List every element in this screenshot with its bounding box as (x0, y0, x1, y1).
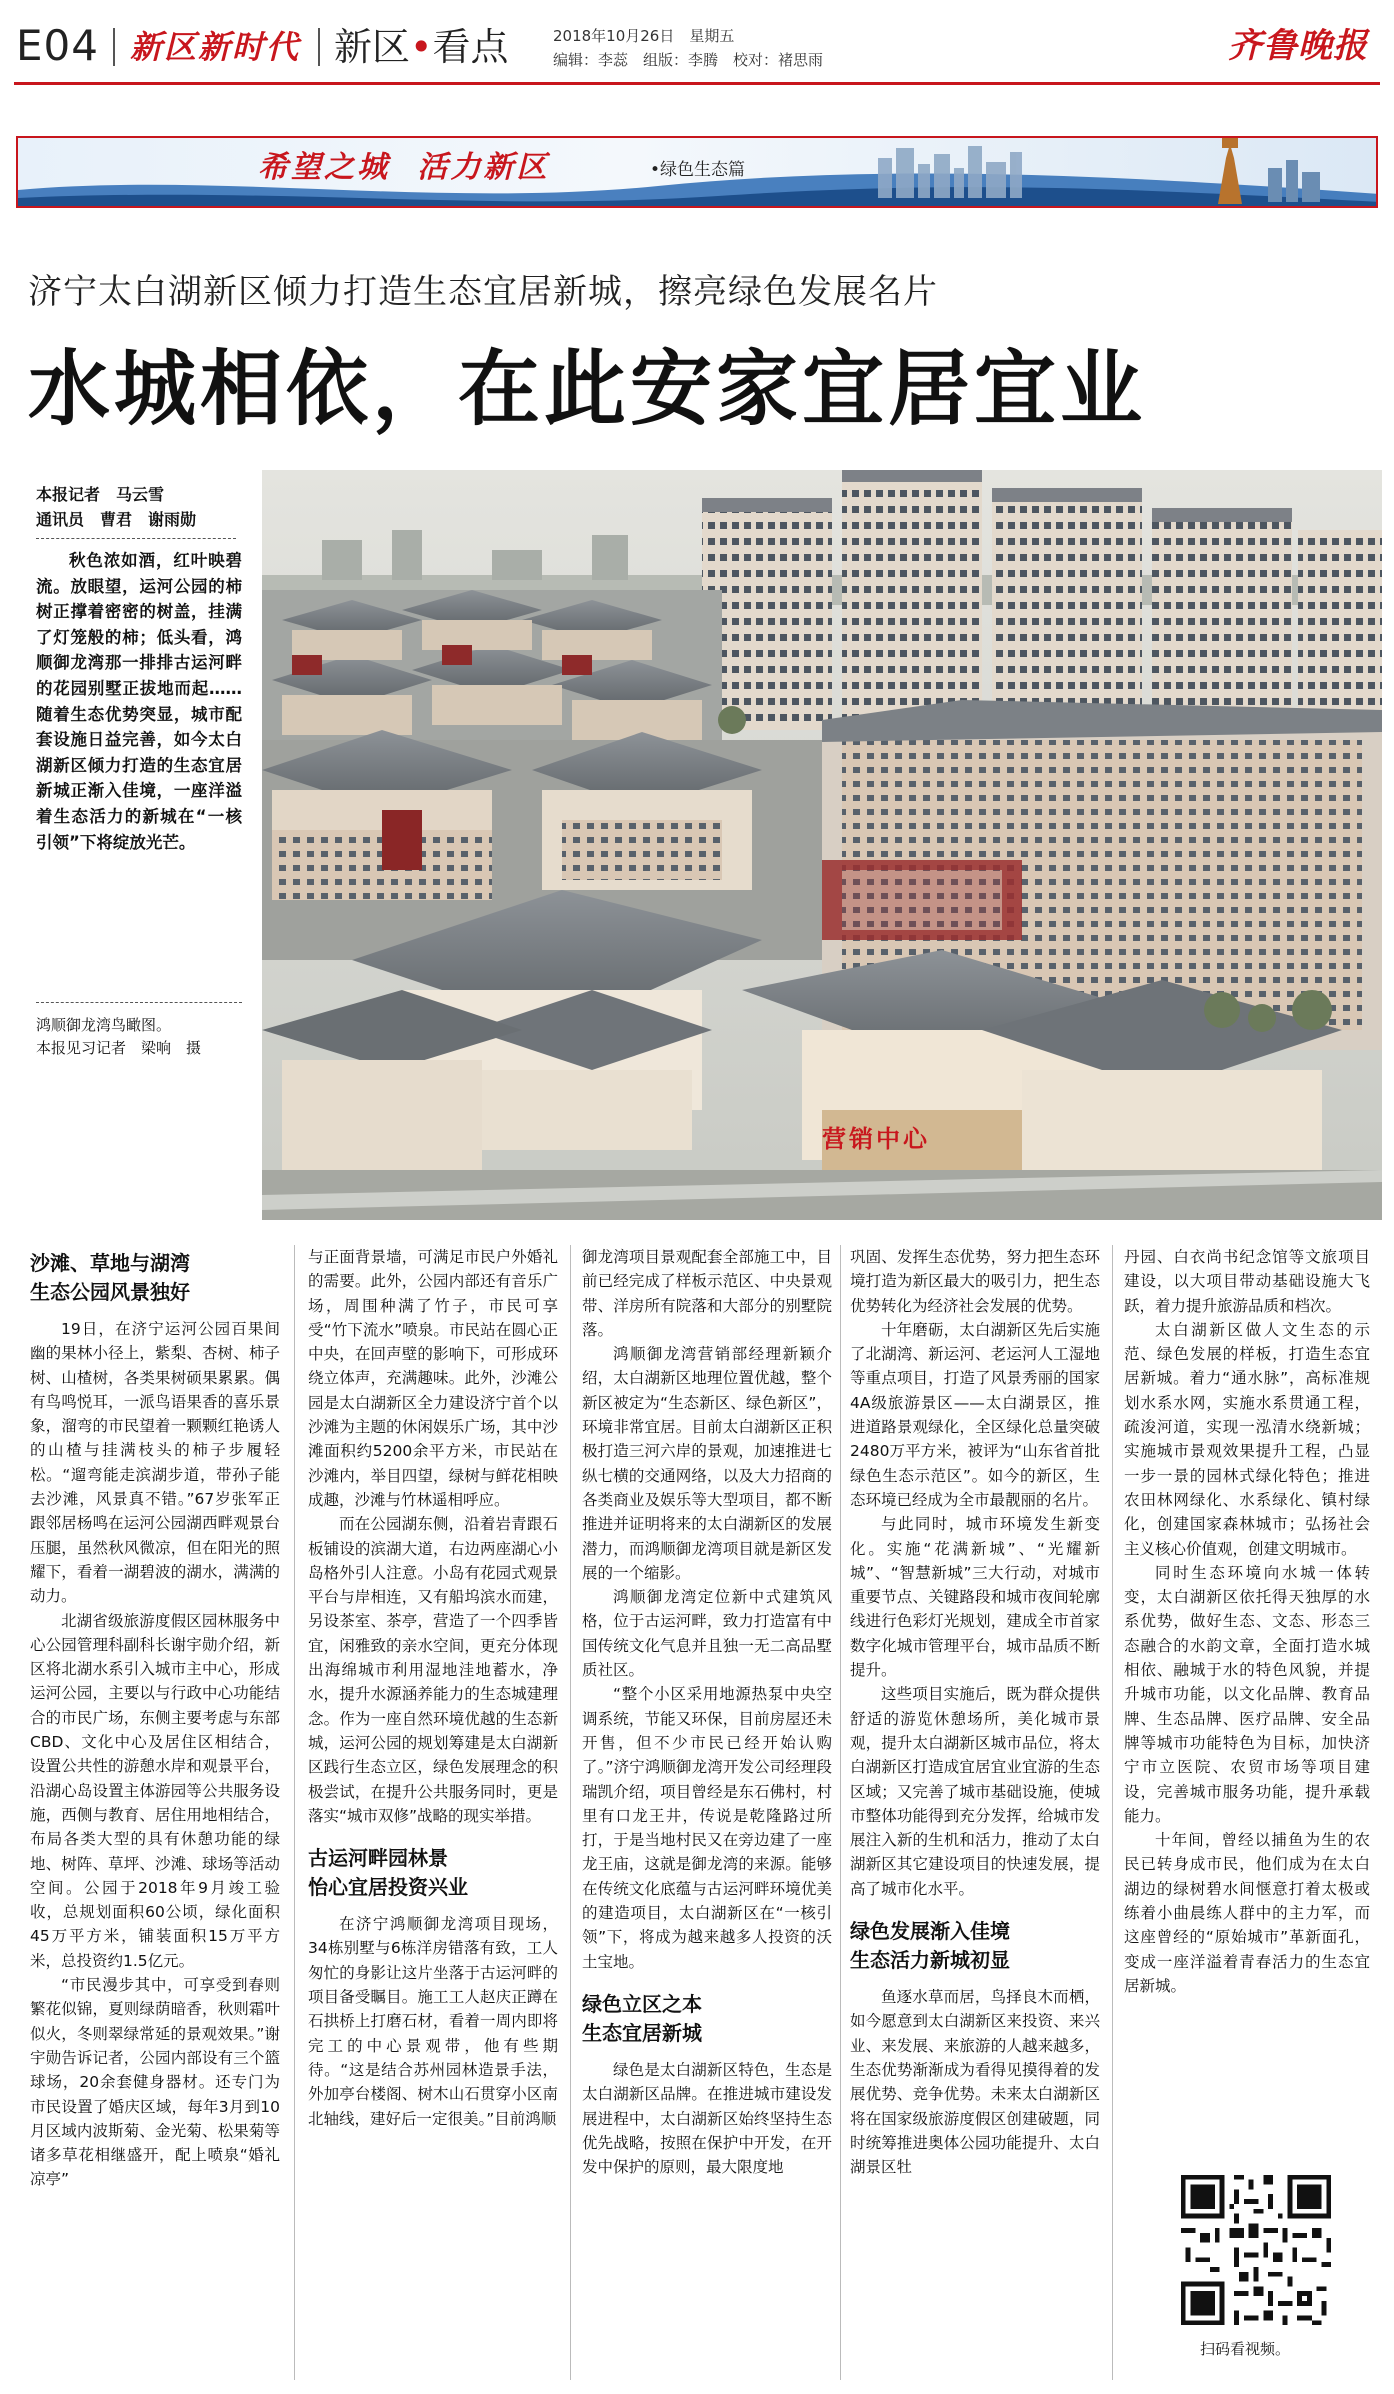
banner-series-name: 绿色生态篇 (660, 160, 746, 180)
subheading-4-line1: 绿色发展渐入佳境 (850, 1919, 1010, 1944)
subheading-3 (582, 1990, 832, 2048)
column-rule (1112, 1245, 1113, 2380)
section-suffix: 看点 (432, 25, 509, 69)
article-column-4 (850, 1245, 1100, 2380)
paragraph: 在济宁鸿顺御龙湾项目现场，34栋别墅与6栋洋房错落有致，工人匆忙的身影让这片坐落于古运河畔的项目备受瞩目。施工工人赵庆正蹲在石拱桥上打磨石材，看着一周内即将完工的中心景观带，他有些期待。“这是结合苏州园林造景手法，外加亭台楼阁、树木山石贯穿小区南北轴线，建好后一定很美。”目前鸿顺 (308, 1915, 558, 2128)
paragraph: 十年磨砺，太白湖新区先后实施了北湖湾、新运河、老运河人工湿地等重点项目，打造了风景秀丽的国家4A级旅游景区——太白湖景区，推进道路景观绿化，全区绿化总量突破2480万平方米，被评为“山东省首批绿色生态示范区”。如今的新区，生态环境已经成为全市最靓丽的名片。 (850, 1320, 1100, 1509)
byline (36, 482, 246, 539)
subheading-4 (850, 1917, 1100, 1975)
paragraph: 十年间，曾经以捕鱼为生的农民已转身成市民，他们成为在太白湖边的绿树碧水间惬意打着太极或练着小曲晨练人群中的主力军，而这座曾经的“原始城市”革新面孔，变成一座洋溢着青春活力的生态宜居新城。 (1124, 1831, 1370, 1995)
subheading-2-line2: 怡心宜居投资兴业 (308, 1875, 468, 1900)
subheading-1 (30, 1249, 280, 1307)
paragraph: 同时生态环境向水城一体转变，太白湖新区依托得天独厚的水系优势，做好生态、文态、形态三态融合的水韵文章，全面打造水城相依、融城于水的特色风貌，并提升城市功能，以文化品牌、教育品牌、生态品牌、医疗品牌、安全品牌等城市功能特色为目标，加快济宁市立医院、农贸市场等项目建设，完善城市服务功能，提升承载能力。 (1124, 1563, 1370, 1825)
paragraph: 鸿顺御龙湾营销部经理新颖介绍，太白湖新区地理位置优越，整个新区被定为“生态新区、绿色新区”，环境非常宜居。目前太白湖新区正积极打造三河六岸的景观，加速推进七纵七横的交通网络，以及大力招商的各类商业及娱乐等大型项目，都不断推进并证明将来的太白湖新区的发展潜力，而鸿顺御龙湾项目就是新区发展的一个缩影。 (582, 1345, 832, 1582)
aerial-photo (262, 470, 1382, 1220)
paragraph: 绿色是太白湖新区特色，生态是太白湖新区品牌。在推进城市建设发展进程中，太白湖新区始终坚持生态优先战略，按照在保护中开发，在开发中保护的原则，最大限度地 (582, 2060, 832, 2177)
section-dot: • (410, 25, 433, 69)
banner-slogan-b: 活力新区 (417, 150, 550, 185)
masthead-rule (14, 82, 1380, 85)
paragraph: 这些项目实施后，既为群众提供舒适的游览休憩场所，美化城市景观，提升太白湖新区城市品位，将太白湖新区打造成宜居宜业宜游的生态区域；又完善了城市基础设施，使城市整体功能得到充分发挥，给城市发展注入新的生机和活力，推动了太白湖新区其它建设项目的快速发展，提高了城市化水平。 (850, 1685, 1100, 1898)
subheading-2 (308, 1844, 558, 1902)
lead-paragraph: 秋色浓如酒，红叶映碧流。放眼望，运河公园的柿树正撑着密密的树盖，挂满了灯笼般的柿；低头看，鸿顺御龙湾那一排排古运河畔的花园别墅正拔地而起……随着生态优势突显，城市配套设施日益完善，如今太白湖新区倾力打造的生态宜居新城正渐入佳境，一座洋溢着生态活力的新城在“一核引领”下将绽放光芒。 (36, 551, 242, 852)
byline-correspondents: 通讯员 曹君 谢雨勋 (36, 510, 197, 529)
paragraph: 御龙湾项目景观配套全部施工中，目前已经完成了样板示范区、中央景观带、洋房所有院落和大部分的别墅院落。 (582, 1248, 832, 1339)
qr-caption: 扫码看视频。 (1200, 2340, 1291, 2358)
photo-caption (36, 1014, 256, 1060)
paragraph: 鸿顺御龙湾定位新中式建筑风格，位于古运河畔，致力打造富有中国传统文化气息并且独一无二高品墅质社区。 (582, 1588, 832, 1680)
paragraph: 北湖省级旅游度假区园林服务中心公园管理科副科长谢宇勋介绍，新区将北湖水系引入城市主中心，形成运河公园，主要以与行政中心功能结合的市民广场，东侧主要考虑与东部CBD、文化中心及居住区相结合，设置公共性的游憩水岸和观景平台，沿湖心岛设置主体游园等公共服务设施，西侧与教育、居住用地相结合，布局各类大型的具有休憩功能的绿地、树阵、草坪、沙滩、球场等活动空间。公园于2018年9月竣工验收，总规划面积60公顷，绿化面积45万平方米，铺装面积15万平方米，总投资约1.5亿元。 (30, 1611, 280, 1970)
subheading-4-line2: 生态活力新城初显 (850, 1948, 1010, 1973)
editors-line: 编辑：李蕊 组版：李腾 校对：褚思雨 (553, 51, 824, 69)
residential-aerial-illustration (262, 470, 1382, 1220)
article-column-1 (30, 1245, 280, 2380)
paper-name: 新区新时代 (130, 28, 301, 66)
series-banner (16, 136, 1378, 208)
caption-divider (36, 1002, 242, 1003)
subheading-3-line1: 绿色立区之本 (582, 1991, 702, 2016)
qr-code[interactable] (1176, 2170, 1336, 2330)
paragraph: “市民漫步其中，可享受到春则繁花似锦，夏则绿荫暗香，秋则霜叶似火，冬则翠绿常延的景观效果。”谢宇勋告诉记者，公园内部设有三个篮球场，20余套健身器材。还专门为市民设置了婚庆区域，每年3月到10月区域内波斯菊、金光菊、松果菊等诸多草花相继盛开，配上喷泉“婚礼凉亭” (30, 1976, 280, 2189)
section-prefix: 新区 (334, 25, 411, 69)
city-skyline-illustration (838, 138, 1358, 208)
page-number: E04 (16, 21, 99, 70)
headline-kicker: 济宁太白湖新区倾力打造生态宜居新城，擦亮绿色发展名片 (28, 272, 938, 312)
section-title (334, 24, 508, 70)
masthead (0, 0, 1394, 86)
subheading-2-line1: 古运河畔园林景 (308, 1846, 448, 1871)
paragraph: 丹园、白衣尚书纪念馆等文旅项目建设，以大项目带动基础设施大飞跃，着力提升旅游品质和档次。 (1124, 1248, 1370, 1315)
paragraph: 与此同时，城市环境发生新变化。实施“花满新城”、“光耀新城”、“智慧新城”三大行动，对城市重要节点、关键路段和城市夜间轮廓线进行色彩灯光规划，建成全市首家数字化城市管理平台，城市品质不断提升。 (850, 1515, 1100, 1680)
paragraph: 而在公园湖东侧，沿着岩青跟石板铺设的滨湖大道，右边两座湖心小岛格外引人注意。小岛有花园式观景平台与岸相连，又有船坞滨水而建，另设茶室、茶亭，营造了一个四季皆宜，闲雅致的亲水空间，更充分体现出海绵城市利用湿地洼地蓄水，净水，提升水源涵养能力的生态城建理念。作为一座自然环境优越的生态新城，运河公园的规划筹建是太白湖新区践行生态立区，绿色发展理念的积极尝试，在提升公共服务同时，更是落实“城市双修”战略的现实举措。 (308, 1515, 558, 1825)
paragraph: 鱼逐水草而居，鸟择良木而栖，如今愿意到太白湖新区来投资、来兴业、来发展、来旅游的人越来越多，生态优势渐渐成为看得见摸得着的发展优势、竞争优势。未来太白湖新区将在国家级旅游度假区创建破题，同时统筹推进奥体公园功能提升、太白湖景区牡 (850, 1988, 1100, 2177)
paragraph: 与正面背景墙，可满足市民户外婚礼的需要。此外，公园内部还有音乐广场，周围种满了竹子，市民可享受“竹下流水”喷泉。市民站在圆心正中央，在回声壁的影响下，可形成环绕立体声，充满趣味。此外，沙滩公园是太白湖新区全力建设济宁首个以沙滩为主题的休闲娱乐广场，其中沙滩面积约5200余平方米，市民站在沙滩内，举目四望，绿树与鲜花相映成趣，沙滩与竹林遥相呼应。 (308, 1248, 558, 1509)
subheading-1-line1: 沙滩、草地与湖湾 (30, 1251, 190, 1275)
banner-series (650, 158, 745, 182)
qr-code-graphic (1176, 2170, 1336, 2330)
sales-center-sign: 营销中心 (822, 1125, 930, 1153)
brand-logo: 齐鲁晚报 (1228, 26, 1368, 66)
article-column-3 (582, 1245, 832, 2380)
paragraph: 巩固、发挥生态优势，努力把生态环境打造为新区最大的吸引力，把生态优势转化为经济社会发展的优势。 (850, 1248, 1100, 1315)
issue-date: 2018年10月26日 星期五 (553, 27, 735, 45)
photo-caption-text: 鸿顺御龙湾鸟瞰图。 (36, 1016, 172, 1034)
paragraph: 19日，在济宁运河公园百果间幽的果林小径上，紫梨、杏树、柿子树、山楂树，各类果树硕果累累。偶有鸟鸣悦耳，一派鸟语果香的喜乐景象，溜弯的市民望着一颗颗红艳诱人的山楂与挂满枝头的柿子步履轻松。“遛弯能走滨湖步道，带孙子能去沙滩，风景真不错。”67岁张军正跟邻居杨鸣在运河公园湖西畔观景台压腿，虽然秋风微凉，但在阳光的照耀下，看着一湖碧波的湖水，满满的动力。 (30, 1320, 280, 1606)
column-rule (840, 1245, 841, 2380)
byline-reporter: 本报记者 马云雪 (36, 485, 165, 504)
column-rule (570, 1245, 571, 2380)
byline-divider (36, 538, 236, 539)
headline-title: 水城相依，在此安家宜居宜业 (28, 342, 1147, 437)
article-column-5 (1124, 1245, 1370, 2145)
banner-slogan-a: 希望之城 (258, 150, 390, 185)
column-rule (294, 1245, 295, 2380)
photo-credit: 本报见习记者 梁响 摄 (36, 1039, 202, 1057)
paragraph: “整个小区采用地源热泵中央空调系统，节能又环保，目前房屋还未开售，但不少市民已经开始认购了。”济宁鸿顺御龙湾开发公司经理段瑞凯介绍，项目曾经是东石佛村，村里有口龙王井，传说是乾隆路过所打，于是当地村民又在旁边建了一座龙王庙，这就是御龙湾的来源。能够在传统文化底蕴与古运河畔环境优美的建造项目，太白湖新区在“一核引领”下，将成为越来越多人投资的沃土宝地。 (582, 1685, 832, 1971)
subheading-3-line2: 生态宜居新城 (582, 2020, 702, 2045)
masthead-divider (113, 28, 115, 66)
paragraph: 太白湖新区做人文生态的示范、绿色发展的样板，打造生态宜居新城。着力“通水脉”，高标准规划水系水网，实施水系贯通工程，疏浚河道，实现一泓清水绕新城；实施城市景观效果提升工程，凸显一步一景的园林式绿化特色；推进农田林网绿化、水系绿化、镇村绿化，创建国家森林城市；弘扬社会主义核心价值观，创建文明城市。 (1124, 1320, 1370, 1558)
banner-slogan (258, 148, 549, 188)
article-column-2 (308, 1245, 558, 2380)
banner-dot: • (650, 160, 661, 180)
subheading-1-line2: 生态公园风景独好 (30, 1280, 190, 1304)
masthead-divider (318, 28, 320, 66)
